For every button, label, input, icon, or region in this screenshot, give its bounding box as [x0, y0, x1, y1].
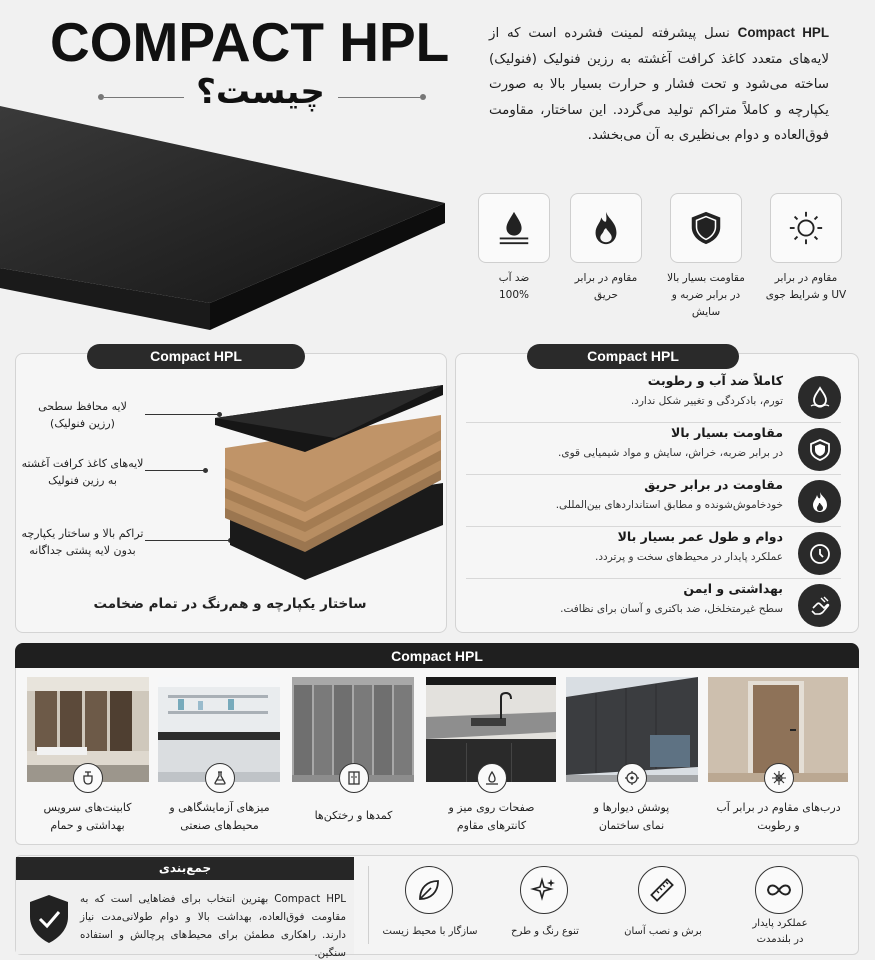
feature-title: مقاومت بسیار بالا — [671, 425, 783, 440]
intro-paragraph — [489, 20, 829, 149]
structure-panel-title: Compact HPL — [87, 344, 305, 369]
feature-title: مقاومت در برابر حریق — [644, 477, 783, 492]
tf-sun-box — [770, 193, 842, 263]
feature-desc: خودخاموش‌شونده و مطابق استانداردهای بین‌المللی. — [555, 499, 783, 511]
infinity-icon — [763, 880, 795, 900]
intro-brand: Compact HPL — [737, 25, 829, 40]
app-label-lab: میزهای آزمایشگاهی و محیط‌های صنعتی — [169, 801, 270, 832]
feature-title: کاملاً ضد آب و رطوبت — [647, 373, 783, 388]
leaf-icon — [415, 876, 443, 904]
app-icon-circle — [205, 763, 235, 793]
benefit-label: تنوع رنگ و طرح — [511, 926, 579, 937]
benefit-label: عملکرد پایدار در بلندمدت — [752, 918, 808, 945]
flame-icon — [587, 209, 625, 247]
app-label-facade: پوشش دیوارها و نمای ساختمان — [593, 801, 670, 832]
compact-board-image — [0, 98, 450, 338]
feature-icon-circle — [798, 376, 841, 419]
feature-title: دوام و طول عمر بسیار بالا — [617, 529, 783, 544]
feature-row-resistance — [466, 423, 841, 475]
layer-label-surface: لایه محافظ سطحی (رزین فنولیک) — [38, 400, 127, 430]
benefit-icon-circle — [405, 866, 453, 914]
feature-title: بهداشتی و ایمن — [683, 581, 783, 596]
layers-exploded-diagram — [205, 380, 450, 585]
drop-counter-icon — [484, 770, 500, 786]
intro-text: نسل پیشرفته لمینت فشرده است که از لایه‌های متعدد کاغذ کرافت آغشته به رزین فنولیک (فنولیک) ساخته می‌شود و تحت فشار و حرارت بسیار بالا به صورت یکپارچه و کاملاً متراکم تولید می‌گردد. این ساختار، مقاومت فوق‌العاده و دوام بی‌نظیری به آن می‌بخشد. — [489, 26, 829, 143]
feature-row-fire — [466, 475, 841, 527]
app-label-door: درب‌های مقاوم در برابر آب و رطوبت — [716, 801, 841, 832]
benefit-icon-circle — [638, 866, 686, 914]
door-icon — [771, 770, 787, 786]
clock-icon — [808, 542, 832, 566]
app-icon-circle — [73, 763, 103, 793]
sun-icon — [787, 209, 825, 247]
layer-label-kraft: لایه‌های کاغذ کرافت آغشته به رزین فنولیک — [21, 457, 144, 487]
benefit-label: سازگار با محیط زیست — [382, 926, 478, 937]
tf-shield-box — [670, 193, 742, 263]
feature-desc: در برابر ضربه، خراش، سایش و مواد شیمیایی قوی. — [558, 447, 783, 459]
flask-icon — [212, 770, 228, 786]
summary-divider — [368, 866, 369, 944]
summary-brand: Compact HPL — [274, 893, 346, 905]
benefit-label: برش و نصب آسان — [624, 926, 702, 937]
app-icon-circle — [617, 763, 647, 793]
feature-icon-circle — [798, 584, 841, 627]
app-label-bathroom: کابینت‌های سرویس بهداشتی و حمام — [43, 801, 132, 832]
shield-icon — [808, 438, 832, 462]
page-subtitle: چیست؟ — [196, 72, 325, 112]
app-label-countertop: صفحات روی میز و کانترهای مقاوم — [448, 801, 535, 832]
app-label-lockers: کمدها و رختکن‌ها — [314, 809, 393, 822]
benefit-icon-circle — [755, 866, 803, 914]
tf-sun-label: مقاوم در برابر UV و شرایط جوی — [765, 272, 847, 301]
benefit-icon-circle — [520, 866, 568, 914]
tf-shield-label: مقاومت بسیار بالا در برابر ضربه و سایش — [667, 272, 745, 318]
summary-text: Compact HPL بهترین انتخاب برای فضاهایی است که به مقاومت فوق‌العاده، بهداشت بالا و دوام طولانی‌مدت نیاز دارند. راهکاری مطمئن برای محیط‌های پرچالش و استفاده سنگین. — [80, 893, 346, 959]
facade-icon — [624, 770, 640, 786]
water-drop-icon — [808, 386, 832, 410]
feature-desc: تورم، بادکردگی و تغییر شکل ندارد. — [630, 395, 783, 407]
tf-flame-box — [570, 193, 642, 263]
features-panel-title: Compact HPL — [527, 344, 739, 369]
feature-icon-circle — [798, 428, 841, 471]
shield-icon — [687, 209, 725, 247]
feature-row-durability — [466, 527, 841, 579]
layer-label-density: تراکم بالا و ساختار یکپارچه بدون لایه پشتی جداگانه — [21, 527, 144, 557]
feature-icon-circle — [798, 480, 841, 523]
tf-water-label: ضد آب 100% — [498, 272, 530, 301]
hygiene-hand-icon — [808, 594, 832, 618]
leader-line — [145, 470, 205, 471]
shield-check-icon — [26, 893, 72, 945]
app-icon-circle — [477, 763, 507, 793]
applications-title: Compact HPL — [15, 643, 859, 669]
sparkle-icon — [530, 876, 558, 904]
feature-row-hygiene — [466, 579, 841, 631]
feature-icon-circle — [798, 532, 841, 575]
tf-flame-label: مقاوم در برابر حریق — [574, 272, 638, 301]
feature-desc: عملکرد پایدار در محیط‌های سخت و پرتردد. — [595, 551, 783, 563]
app-icon-circle — [764, 763, 794, 793]
app-icon-circle — [339, 763, 369, 793]
structure-caption: ساختار یکپارچه و هم‌رنگ در تمام ضخامت — [93, 596, 367, 612]
tf-water-box — [478, 193, 550, 263]
page-title: COMPACT HPL — [50, 11, 450, 73]
summary-title: جمع‌بندی — [16, 857, 354, 880]
flame-icon — [808, 490, 832, 514]
locker-icon — [346, 770, 362, 786]
feature-desc: سطح غیرمتخلخل، ضد باکتری و آسان برای نظافت. — [560, 603, 783, 615]
faucet-icon — [80, 770, 96, 786]
water-drop-icon — [495, 209, 533, 247]
feature-row-waterproof — [466, 371, 841, 423]
ruler-icon — [648, 876, 676, 904]
